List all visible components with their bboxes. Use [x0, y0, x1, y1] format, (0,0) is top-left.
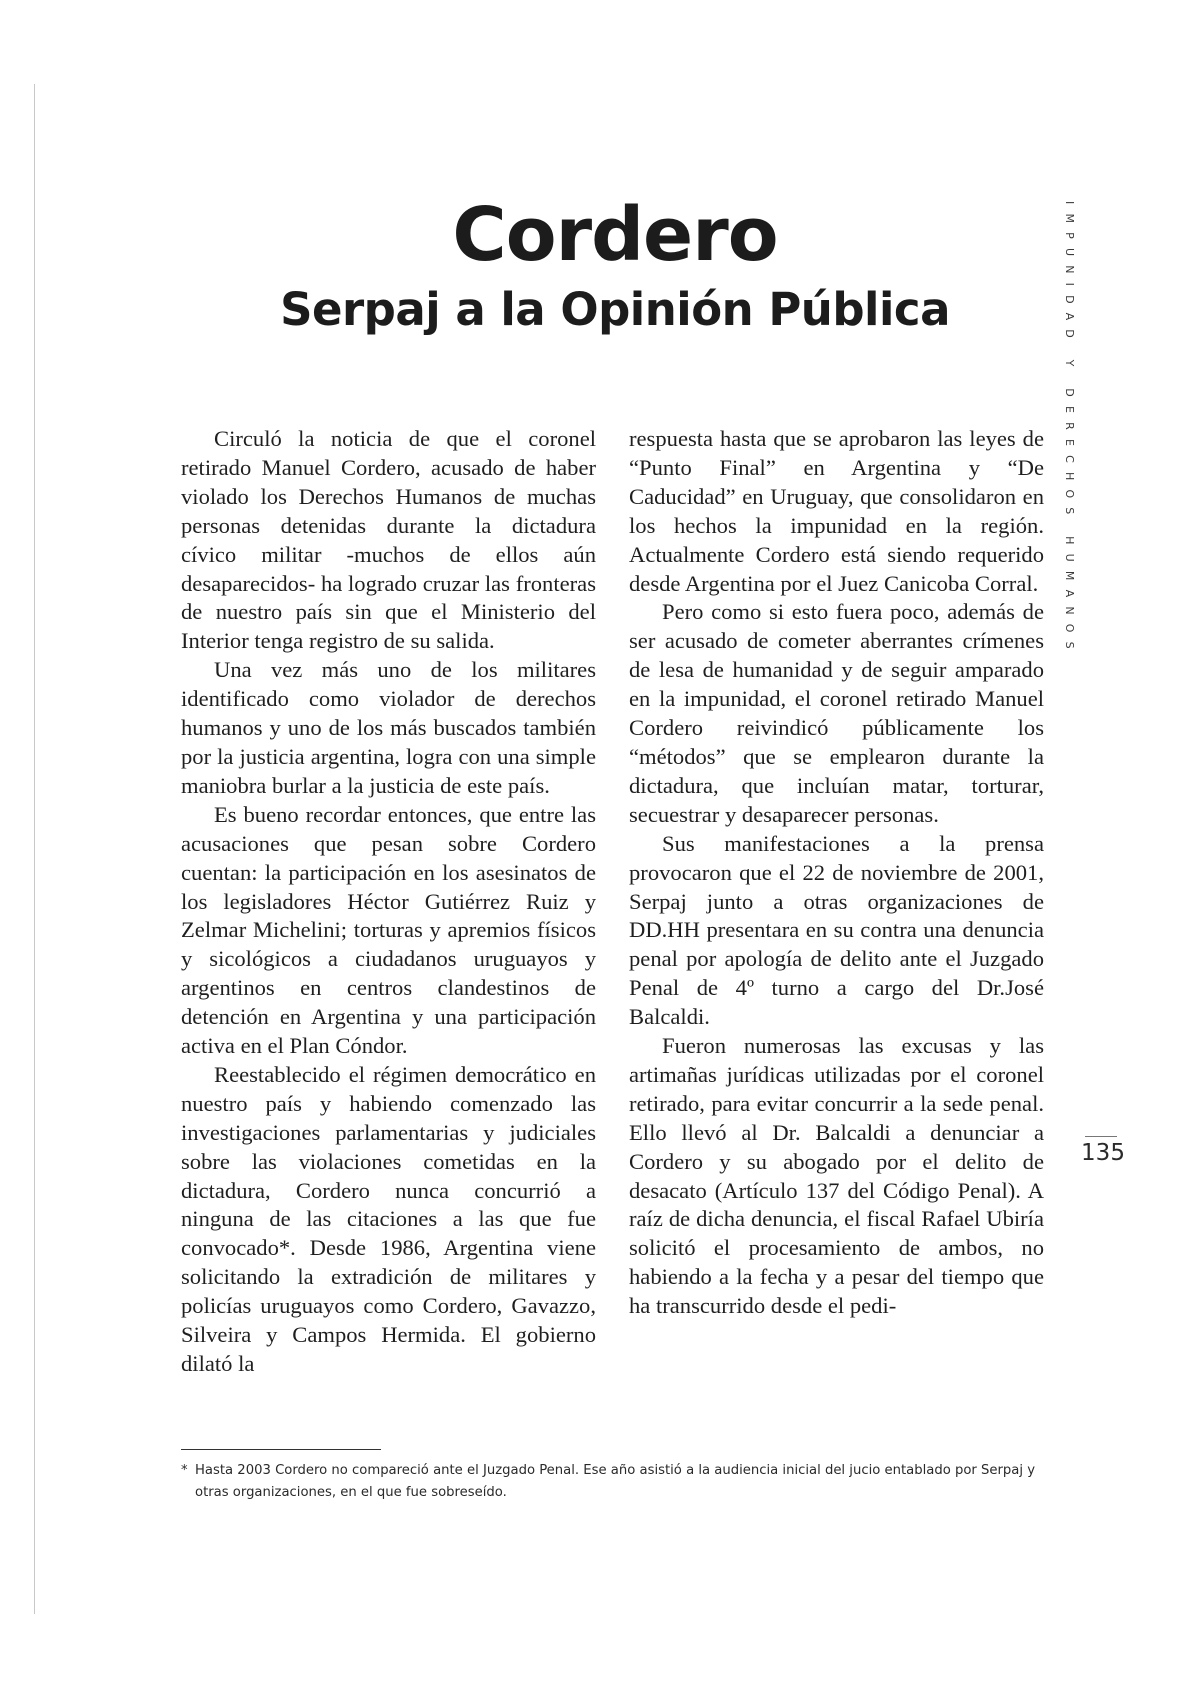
paragraph: Es bueno recordar entonces, que entre las acusaciones que pesan sobre Cordero cuentan: la participación en los asesinatos de los legisladores Héctor Gutiérrez Ruiz y Zelmar Michelini; torturas y apremios físicos y sicológicos a ciudadanos uruguayos y argentinos en centros clandestinos de detención en Argentina y una participación activa en el Plan Cóndor.: [181, 801, 596, 1059]
paragraph: Pero como si esto fuera poco, además de ser acusado de cometer aberrantes crímenes de lesa de humanidad y de seguir amparado en la impunidad, el coronel retirado Manuel Cordero reivindicó públicamente los “métodos” que se emplearon durante la dictadura, que incluían matar, torturar, secuestrar y desaparecer personas.: [629, 599, 1044, 827]
page-number-rule: [1085, 1136, 1117, 1137]
page-subtitle: Serpaj a la Opinión Pública: [280, 283, 950, 336]
footnote-text: Hasta 2003 Cordero no compareció ante el Juzgado Penal. Ese año asistió a la audiencia inicial del jucio entablado por Serpaj y otras organizaciones, en el que fue sobreseído.: [195, 1463, 1036, 1500]
left-text-column: [181, 425, 596, 1379]
footnote-separator: [181, 1449, 381, 1450]
footnote: [181, 1460, 1051, 1504]
page-number: 135: [1081, 1140, 1125, 1166]
running-section-header: IMPUNIDAD Y DERECHOS HUMANOS: [1063, 201, 1076, 658]
right-text-column: [629, 425, 1044, 1321]
paragraph: Fueron numerosas las excusas y las artimañas jurídicas utilizadas por el coronel retirado, para evitar concurrir a la sede penal. Ello llevó al Dr. Balcaldi a denunciar a Cordero y su abogado por el delito de desacato (Artículo 137 del Código Penal). A raíz de dicha denuncia, el fiscal Rafael Ubiría solicitó el procesamiento de ambos, no habiendo a la fecha y a pesar del tiempo que ha transcurrido desde el pedi-: [629, 1033, 1044, 1319]
paragraph: Una vez más uno de los militares identificado como violador de derechos humanos y uno de los más buscados también por la justicia argentina, logra con una simple maniobra burlar a la justicia de este país.: [181, 657, 596, 798]
heading-block: [0, 190, 1190, 340]
paragraph: Reestablecido el régimen democrático en nuestro país y habiendo comenzado las investigaciones parlamentarias y judiciales sobre las violaciones cometidas en la dictadura, Cordero nunca concurrió a ninguna de las citaciones a las que fue convocado*. Desde 1986, Argentina viene solicitando la extradición de militares y policías uruguayos como Cordero, Gavazzo, Silveira y Campos Hermida. El gobierno dilató la: [181, 1061, 596, 1376]
paragraph: Circuló la noticia de que el coronel retirado Manuel Cordero, acusado de haber violado los Derechos Humanos de muchas personas detenidas durante la dictadura cívico militar -muchos de ellos aún desaparecidos- ha logrado cruzar las fronteras de nuestro país sin que el Ministerio del Interior tenga registro de su salida.: [181, 426, 596, 654]
paragraph: respuesta hasta que se aprobaron las leyes de “Punto Final” en Argentina y “De Caducidad” en Uruguay, que consolidaron en los hechos la impunidad en la región. Actualmente Cordero está siendo requerido desde Argentina por el Juez Canicoba Corral.: [629, 426, 1044, 596]
paragraph: Sus manifestaciones a la prensa provocaron que el 22 de noviembre de 2001, Serpaj junto a otras organizaciones de DD.HH presentara en su contra una denuncia penal por apología de delito ante el Juzgado Penal de 4º turno a cargo del Dr.José Balcaldi.: [629, 830, 1044, 1030]
footnote-mark: *: [181, 1463, 188, 1478]
page-title: Cordero: [452, 192, 778, 278]
